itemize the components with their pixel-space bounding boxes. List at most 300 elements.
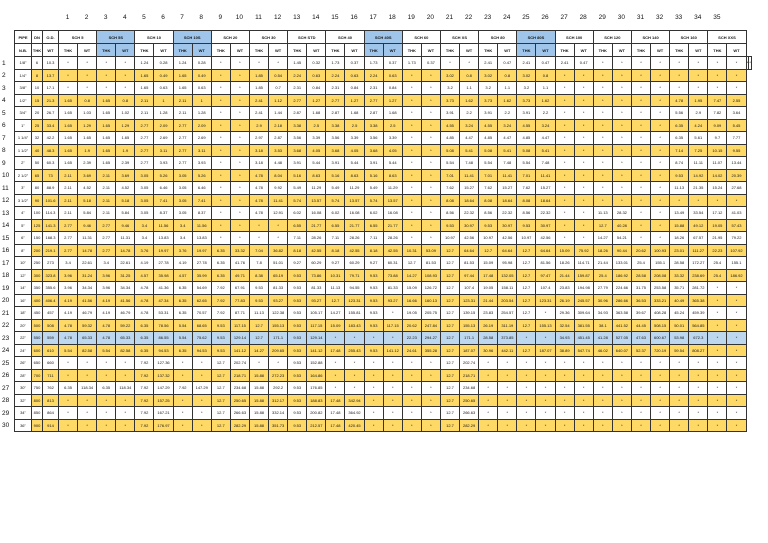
value-cell: * xyxy=(708,344,727,357)
value-cell: 22.23 xyxy=(708,244,727,257)
value-cell: 12.7 xyxy=(326,294,345,307)
value-cell: 3.68 xyxy=(288,144,307,157)
value-cell: * xyxy=(631,132,650,145)
value-cell: 0.54 xyxy=(269,69,288,82)
subheader-cell: THK xyxy=(97,44,116,57)
value-cell: * xyxy=(78,419,97,432)
value-cell: * xyxy=(612,132,631,145)
value-cell: 8.56 xyxy=(517,207,536,220)
column-number: 21 xyxy=(445,14,454,21)
table-row xyxy=(15,407,752,420)
value-cell: * xyxy=(670,394,689,407)
schedule-header: SCH 60 xyxy=(402,31,440,44)
value-cell: 11.13 xyxy=(249,307,268,320)
value-cell: 17.48 xyxy=(326,344,345,357)
value-cell: * xyxy=(574,357,593,370)
value-cell: * xyxy=(708,282,727,295)
value-cell: 1.27 xyxy=(345,94,364,107)
value-cell: 28.32 xyxy=(612,207,631,220)
column-number: 10 xyxy=(235,14,244,21)
value-cell: 9.92 xyxy=(269,182,288,195)
od-cell: 406.4 xyxy=(43,294,59,307)
value-cell: 13.49 xyxy=(670,207,689,220)
value-cell: * xyxy=(479,407,498,420)
value-cell: 8.04 xyxy=(269,169,288,182)
value-cell: * xyxy=(631,169,650,182)
value-cell: 183.43 xyxy=(345,319,364,332)
value-cell: 2.39 xyxy=(78,157,97,170)
value-cell: 21.77 xyxy=(345,219,364,232)
value-cell: 459.39 xyxy=(689,307,708,320)
od-cell: 660 xyxy=(43,357,59,370)
value-cell: 15.88 xyxy=(670,219,689,232)
schedule-header: SCH 100 xyxy=(555,31,593,44)
value-cell: 107.4 xyxy=(460,282,479,295)
subheader-cell: THK xyxy=(631,44,650,57)
column-number: 25 xyxy=(522,14,530,21)
value-cell: 8.08 xyxy=(440,194,459,207)
value-cell: 1.65 xyxy=(173,82,192,95)
value-cell: * xyxy=(574,382,593,395)
value-cell: * xyxy=(555,394,574,407)
value-cell: 20.62 xyxy=(631,244,650,257)
value-cell: * xyxy=(631,107,650,120)
value-cell: 3.56 xyxy=(364,132,383,145)
value-cell: * xyxy=(612,169,631,182)
schedule-header: SCH STD xyxy=(288,31,326,44)
value-cell: 373.85 xyxy=(498,332,517,345)
value-cell: * xyxy=(421,219,440,232)
value-cell: 2.5 xyxy=(345,119,364,132)
value-cell: 247.84 xyxy=(421,319,440,332)
value-cell: * xyxy=(612,419,631,432)
value-cell: 19.05 xyxy=(708,219,727,232)
value-cell: * xyxy=(498,419,517,432)
value-cell: * xyxy=(593,194,612,207)
value-cell: 41.03 xyxy=(727,207,746,220)
value-cell: 1.65 xyxy=(59,144,78,157)
value-cell: * xyxy=(326,369,345,382)
value-cell: * xyxy=(97,82,116,95)
value-cell: 2.2 xyxy=(460,107,479,120)
row-number: 22 xyxy=(2,322,10,329)
value-cell: 141.12 xyxy=(307,344,326,357)
value-cell: * xyxy=(421,132,440,145)
value-cell: * xyxy=(421,182,440,195)
value-cell: * xyxy=(402,369,421,382)
value-cell: * xyxy=(249,357,268,370)
value-cell: 4.85 xyxy=(479,132,498,145)
value-cell: 7.62 xyxy=(440,182,459,195)
value-cell: * xyxy=(78,407,97,420)
value-cell: * xyxy=(651,207,670,220)
value-cell: * xyxy=(383,332,402,345)
value-cell: 79.22 xyxy=(727,232,746,245)
value-cell: 3.64 xyxy=(727,107,746,120)
value-cell: * xyxy=(593,69,612,82)
value-cell: * xyxy=(574,94,593,107)
value-cell: 14.27 xyxy=(593,232,612,245)
value-cell: 3.91 xyxy=(440,107,459,120)
value-cell: 122.38 xyxy=(269,307,288,320)
value-cell: 3.96 xyxy=(97,269,116,282)
value-cell: 1.27 xyxy=(383,94,402,107)
value-cell: 266.63 xyxy=(460,407,479,420)
value-cell: * xyxy=(78,357,97,370)
value-cell: * xyxy=(230,169,249,182)
value-cell: 10.97 xyxy=(440,232,459,245)
value-cell: * xyxy=(383,394,402,407)
row-number: 14 xyxy=(2,222,10,229)
value-cell: 2.41 xyxy=(555,57,574,70)
column-number: 33 xyxy=(675,14,683,21)
value-cell: 29.36 xyxy=(555,307,574,320)
table-row xyxy=(15,169,752,182)
row-number: 28 xyxy=(2,397,10,404)
value-cell: 3.05 xyxy=(135,207,154,220)
value-cell: 18.26 xyxy=(593,244,612,257)
value-cell: 3.69 xyxy=(116,169,135,182)
value-cell: 2.24 xyxy=(288,69,307,82)
value-cell: 451.45 xyxy=(574,332,593,345)
row-number: 25 xyxy=(2,359,10,367)
value-cell: * xyxy=(421,232,440,245)
value-cell: 4.55 xyxy=(440,119,459,132)
value-cell: 54.21 xyxy=(612,232,631,245)
value-cell: 27.78 xyxy=(154,257,173,270)
value-cell: 1.73 xyxy=(364,57,383,70)
value-cell: * xyxy=(593,82,612,95)
value-cell: 2.87 xyxy=(364,107,383,120)
subheader-cell: THK xyxy=(593,44,612,57)
value-cell: 4.78 xyxy=(135,307,154,320)
column-number: 6 xyxy=(161,14,165,21)
value-cell: 11.07 xyxy=(708,157,727,170)
value-cell: * xyxy=(116,69,135,82)
value-cell: 21.77 xyxy=(383,219,402,232)
value-cell: * xyxy=(211,69,230,82)
value-cell: 16.08 xyxy=(345,207,364,220)
value-cell: 12.7 xyxy=(440,307,459,320)
value-cell: * xyxy=(364,382,383,395)
value-cell: * xyxy=(230,194,249,207)
value-cell: 123.31 xyxy=(536,294,555,307)
value-cell: 9.53 xyxy=(288,369,307,382)
value-cell: 158.11 xyxy=(498,282,517,295)
value-cell: 81.33 xyxy=(269,282,288,295)
value-cell: 3.4 xyxy=(97,257,116,270)
value-cell: 2.87 xyxy=(326,107,345,120)
row-number: 30 xyxy=(2,422,10,429)
value-cell: * xyxy=(612,107,631,120)
value-cell: 64.64 xyxy=(460,244,479,257)
od-cell: 13.7 xyxy=(43,69,59,82)
value-cell: 1.65 xyxy=(97,132,116,145)
value-cell: * xyxy=(574,394,593,407)
value-cell: 0.84 xyxy=(307,82,326,95)
value-cell: 6.35 xyxy=(211,257,230,270)
value-cell: * xyxy=(383,419,402,432)
value-cell: * xyxy=(517,407,536,420)
value-cell: 12.7 xyxy=(211,369,230,382)
od-cell: 711 xyxy=(43,369,59,382)
value-cell: * xyxy=(612,82,631,95)
od-cell: 355.6 xyxy=(43,282,59,295)
value-cell: 9.53 xyxy=(249,294,268,307)
value-cell: * xyxy=(402,182,421,195)
value-cell: * xyxy=(479,394,498,407)
value-cell: 7.62 xyxy=(517,182,536,195)
table-row xyxy=(15,294,752,307)
value-cell: 15.09 xyxy=(326,319,345,332)
value-cell: 45.24 xyxy=(670,307,689,320)
value-cell: 3.53 xyxy=(269,144,288,157)
value-cell: 2.69 xyxy=(154,132,173,145)
value-cell: 2.55 xyxy=(727,94,746,107)
value-cell: 5.18 xyxy=(78,194,97,207)
value-cell: 640.07 xyxy=(612,344,631,357)
value-cell: * xyxy=(421,357,440,370)
value-cell: * xyxy=(211,169,230,182)
value-cell: 205.75 xyxy=(421,307,440,320)
value-cell: * xyxy=(479,369,498,382)
value-cell: 108.93 xyxy=(421,269,440,282)
value-cell: 7.01 xyxy=(440,169,459,182)
value-cell: 94.55 xyxy=(345,282,364,295)
od-cell: 88.9 xyxy=(43,182,59,195)
value-cell: 46.02 xyxy=(593,344,612,357)
row-number: 5 xyxy=(2,109,6,117)
value-cell: * xyxy=(116,407,135,420)
value-cell: 60.31 xyxy=(383,257,402,270)
dn-cell: 650 xyxy=(32,357,43,370)
value-cell: * xyxy=(689,194,708,207)
value-cell: * xyxy=(536,357,555,370)
value-cell: 1.9 xyxy=(116,144,135,157)
od-cell: 610 xyxy=(43,344,59,357)
value-cell: 18.64 xyxy=(460,194,479,207)
dn-cell: 6 xyxy=(32,57,43,70)
value-cell: 6.35 xyxy=(173,344,192,357)
value-cell: 3.38 xyxy=(288,119,307,132)
value-cell: * xyxy=(593,419,612,432)
value-cell: 7.04 xyxy=(249,244,268,257)
row-number: 27 xyxy=(2,384,10,392)
value-cell: 13.57 xyxy=(345,194,364,207)
value-cell: 0.8 xyxy=(498,69,517,82)
value-cell: * xyxy=(689,394,708,407)
value-cell: * xyxy=(383,369,402,382)
value-cell: 238.69 xyxy=(689,269,708,282)
value-cell: * xyxy=(97,369,116,382)
value-cell: * xyxy=(97,407,116,420)
value-cell: * xyxy=(269,219,288,232)
value-cell: 12.7 xyxy=(517,294,536,307)
value-cell: 3.68 xyxy=(364,144,383,157)
value-cell: 188.83 xyxy=(307,394,326,407)
value-cell: 0.7 xyxy=(269,82,288,95)
value-cell: 7.92 xyxy=(211,294,230,307)
value-cell: * xyxy=(727,194,746,207)
value-cell: * xyxy=(421,82,440,95)
value-cell: 2.77 xyxy=(288,94,307,107)
value-cell: 364.92 xyxy=(345,407,364,420)
value-cell: 203.54 xyxy=(498,294,517,307)
dn-cell: 100 xyxy=(32,207,43,220)
value-cell: 60.29 xyxy=(307,257,326,270)
dn-cell: 8 xyxy=(32,69,43,82)
column-number: 13 xyxy=(293,14,301,21)
value-cell: * xyxy=(211,182,230,195)
value-cell: * xyxy=(402,419,421,432)
value-cell: 1.1 xyxy=(498,82,517,95)
value-cell: * xyxy=(364,357,383,370)
value-cell: 8.18 xyxy=(288,244,307,257)
value-cell: 8.74 xyxy=(670,157,689,170)
table-row xyxy=(15,207,752,220)
value-cell: * xyxy=(651,57,670,70)
value-cell: * xyxy=(612,94,631,107)
table-row xyxy=(15,244,752,257)
value-cell: 3.56 xyxy=(326,132,345,145)
value-cell: * xyxy=(230,57,249,70)
value-cell: 1.65 xyxy=(135,82,154,95)
value-cell: * xyxy=(612,157,631,170)
value-cell: * xyxy=(631,207,650,220)
value-cell: 4.19 xyxy=(59,294,78,307)
value-cell: * xyxy=(593,107,612,120)
value-cell: * xyxy=(383,357,402,370)
value-cell: * xyxy=(689,419,708,432)
value-cell: 9.53 xyxy=(211,332,230,345)
table-row xyxy=(15,344,752,357)
value-cell: * xyxy=(498,382,517,395)
value-cell: 33.54 xyxy=(689,207,708,220)
table-row xyxy=(15,107,752,120)
od-cell: 42.2 xyxy=(43,132,59,145)
schedule-header: SCH 80 xyxy=(479,31,517,44)
value-cell: 14.27 xyxy=(402,269,421,282)
pipe-size-cell: 1 1/4" xyxy=(15,132,32,145)
value-cell: * xyxy=(421,157,440,170)
value-cell: 26.19 xyxy=(479,319,498,332)
value-cell: 3.39 xyxy=(345,132,364,145)
value-cell: 1.95 xyxy=(689,94,708,107)
value-cell: 65.33 xyxy=(116,332,135,345)
value-cell: 22.32 xyxy=(460,207,479,220)
value-cell: 3.39 xyxy=(307,132,326,145)
column-number: 9 xyxy=(218,14,223,21)
column-number: 1 xyxy=(65,14,70,21)
column-number: 30 xyxy=(617,14,626,21)
value-cell: 36.82 xyxy=(269,244,288,257)
value-cell: 1.65 xyxy=(59,132,78,145)
value-cell: 21.44 xyxy=(555,269,574,282)
value-cell: 9.53 xyxy=(364,269,383,282)
value-cell: * xyxy=(612,57,631,70)
value-cell: 6.35 xyxy=(97,382,116,395)
value-cell: 4.85 xyxy=(440,132,459,145)
value-cell: * xyxy=(269,357,288,370)
value-cell: 0.63 xyxy=(154,82,173,95)
value-cell: 6.55 xyxy=(288,219,307,232)
value-cell: * xyxy=(651,69,670,82)
value-cell: 3.2 xyxy=(517,82,536,95)
value-cell: 286.66 xyxy=(612,294,631,307)
value-cell: * xyxy=(97,394,116,407)
value-cell: * xyxy=(727,407,746,420)
pipe-size-cell: 6" xyxy=(15,232,32,245)
value-cell: 4.19 xyxy=(59,307,78,320)
value-cell: 282.29 xyxy=(460,419,479,432)
value-cell: 282.29 xyxy=(230,419,249,432)
column-number: 4 xyxy=(122,14,127,21)
value-cell: 547.74 xyxy=(574,344,593,357)
column-number: 19 xyxy=(407,14,415,21)
value-cell: 34.34 xyxy=(78,282,97,295)
value-cell: 5.49 xyxy=(326,182,345,195)
value-cell: 2.39 xyxy=(116,157,135,170)
value-cell: 281.72 xyxy=(689,282,708,295)
value-cell: 15.09 xyxy=(555,244,574,257)
subheader-cell: WT xyxy=(78,44,97,57)
value-cell: 1.62 xyxy=(536,94,555,107)
value-cell: * xyxy=(498,394,517,407)
value-cell: 57.43 xyxy=(727,219,746,232)
row-number: 8 xyxy=(2,147,6,154)
value-cell: 59.54 xyxy=(670,344,689,357)
value-cell: 4.48 xyxy=(269,157,288,170)
value-cell: 1.27 xyxy=(307,94,326,107)
value-cell: 0.49 xyxy=(154,69,173,82)
value-cell: * xyxy=(612,144,631,157)
value-cell: 18.26 xyxy=(670,232,689,245)
value-cell: 250.65 xyxy=(460,394,479,407)
value-cell: 1.28 xyxy=(154,107,173,120)
value-cell: 11.56 xyxy=(154,219,173,232)
value-cell: * xyxy=(402,69,421,82)
value-cell: 59.32 xyxy=(78,319,97,332)
value-cell: * xyxy=(593,57,612,70)
value-cell: * xyxy=(517,369,536,382)
value-cell: 2.11 xyxy=(135,94,154,107)
pipe-size-cell: 1" xyxy=(15,119,32,132)
od-cell: 33.4 xyxy=(43,119,59,132)
value-cell: * xyxy=(593,394,612,407)
value-cell: 11.56 xyxy=(192,219,211,232)
value-cell: 2.2 xyxy=(536,107,555,120)
value-cell: * xyxy=(651,357,670,370)
value-cell: * xyxy=(421,194,440,207)
value-cell: 0.47 xyxy=(498,57,517,70)
value-cell: * xyxy=(59,419,78,432)
dn-cell: 250 xyxy=(32,257,43,270)
value-cell: 155.13 xyxy=(536,319,555,332)
value-cell: 14.78 xyxy=(116,244,135,257)
value-cell: 40.28 xyxy=(612,219,631,232)
value-cell: 53.31 xyxy=(154,307,173,320)
value-cell: * xyxy=(211,194,230,207)
value-cell: 38.1 xyxy=(593,319,612,332)
value-cell: * xyxy=(78,69,97,82)
value-cell: * xyxy=(59,394,78,407)
value-cell: * xyxy=(708,382,727,395)
value-cell: 4.05 xyxy=(345,144,364,157)
value-cell: * xyxy=(421,94,440,107)
value-cell: * xyxy=(211,207,230,220)
od-cell: 101.6 xyxy=(43,194,59,207)
value-cell: 11.13 xyxy=(593,207,612,220)
